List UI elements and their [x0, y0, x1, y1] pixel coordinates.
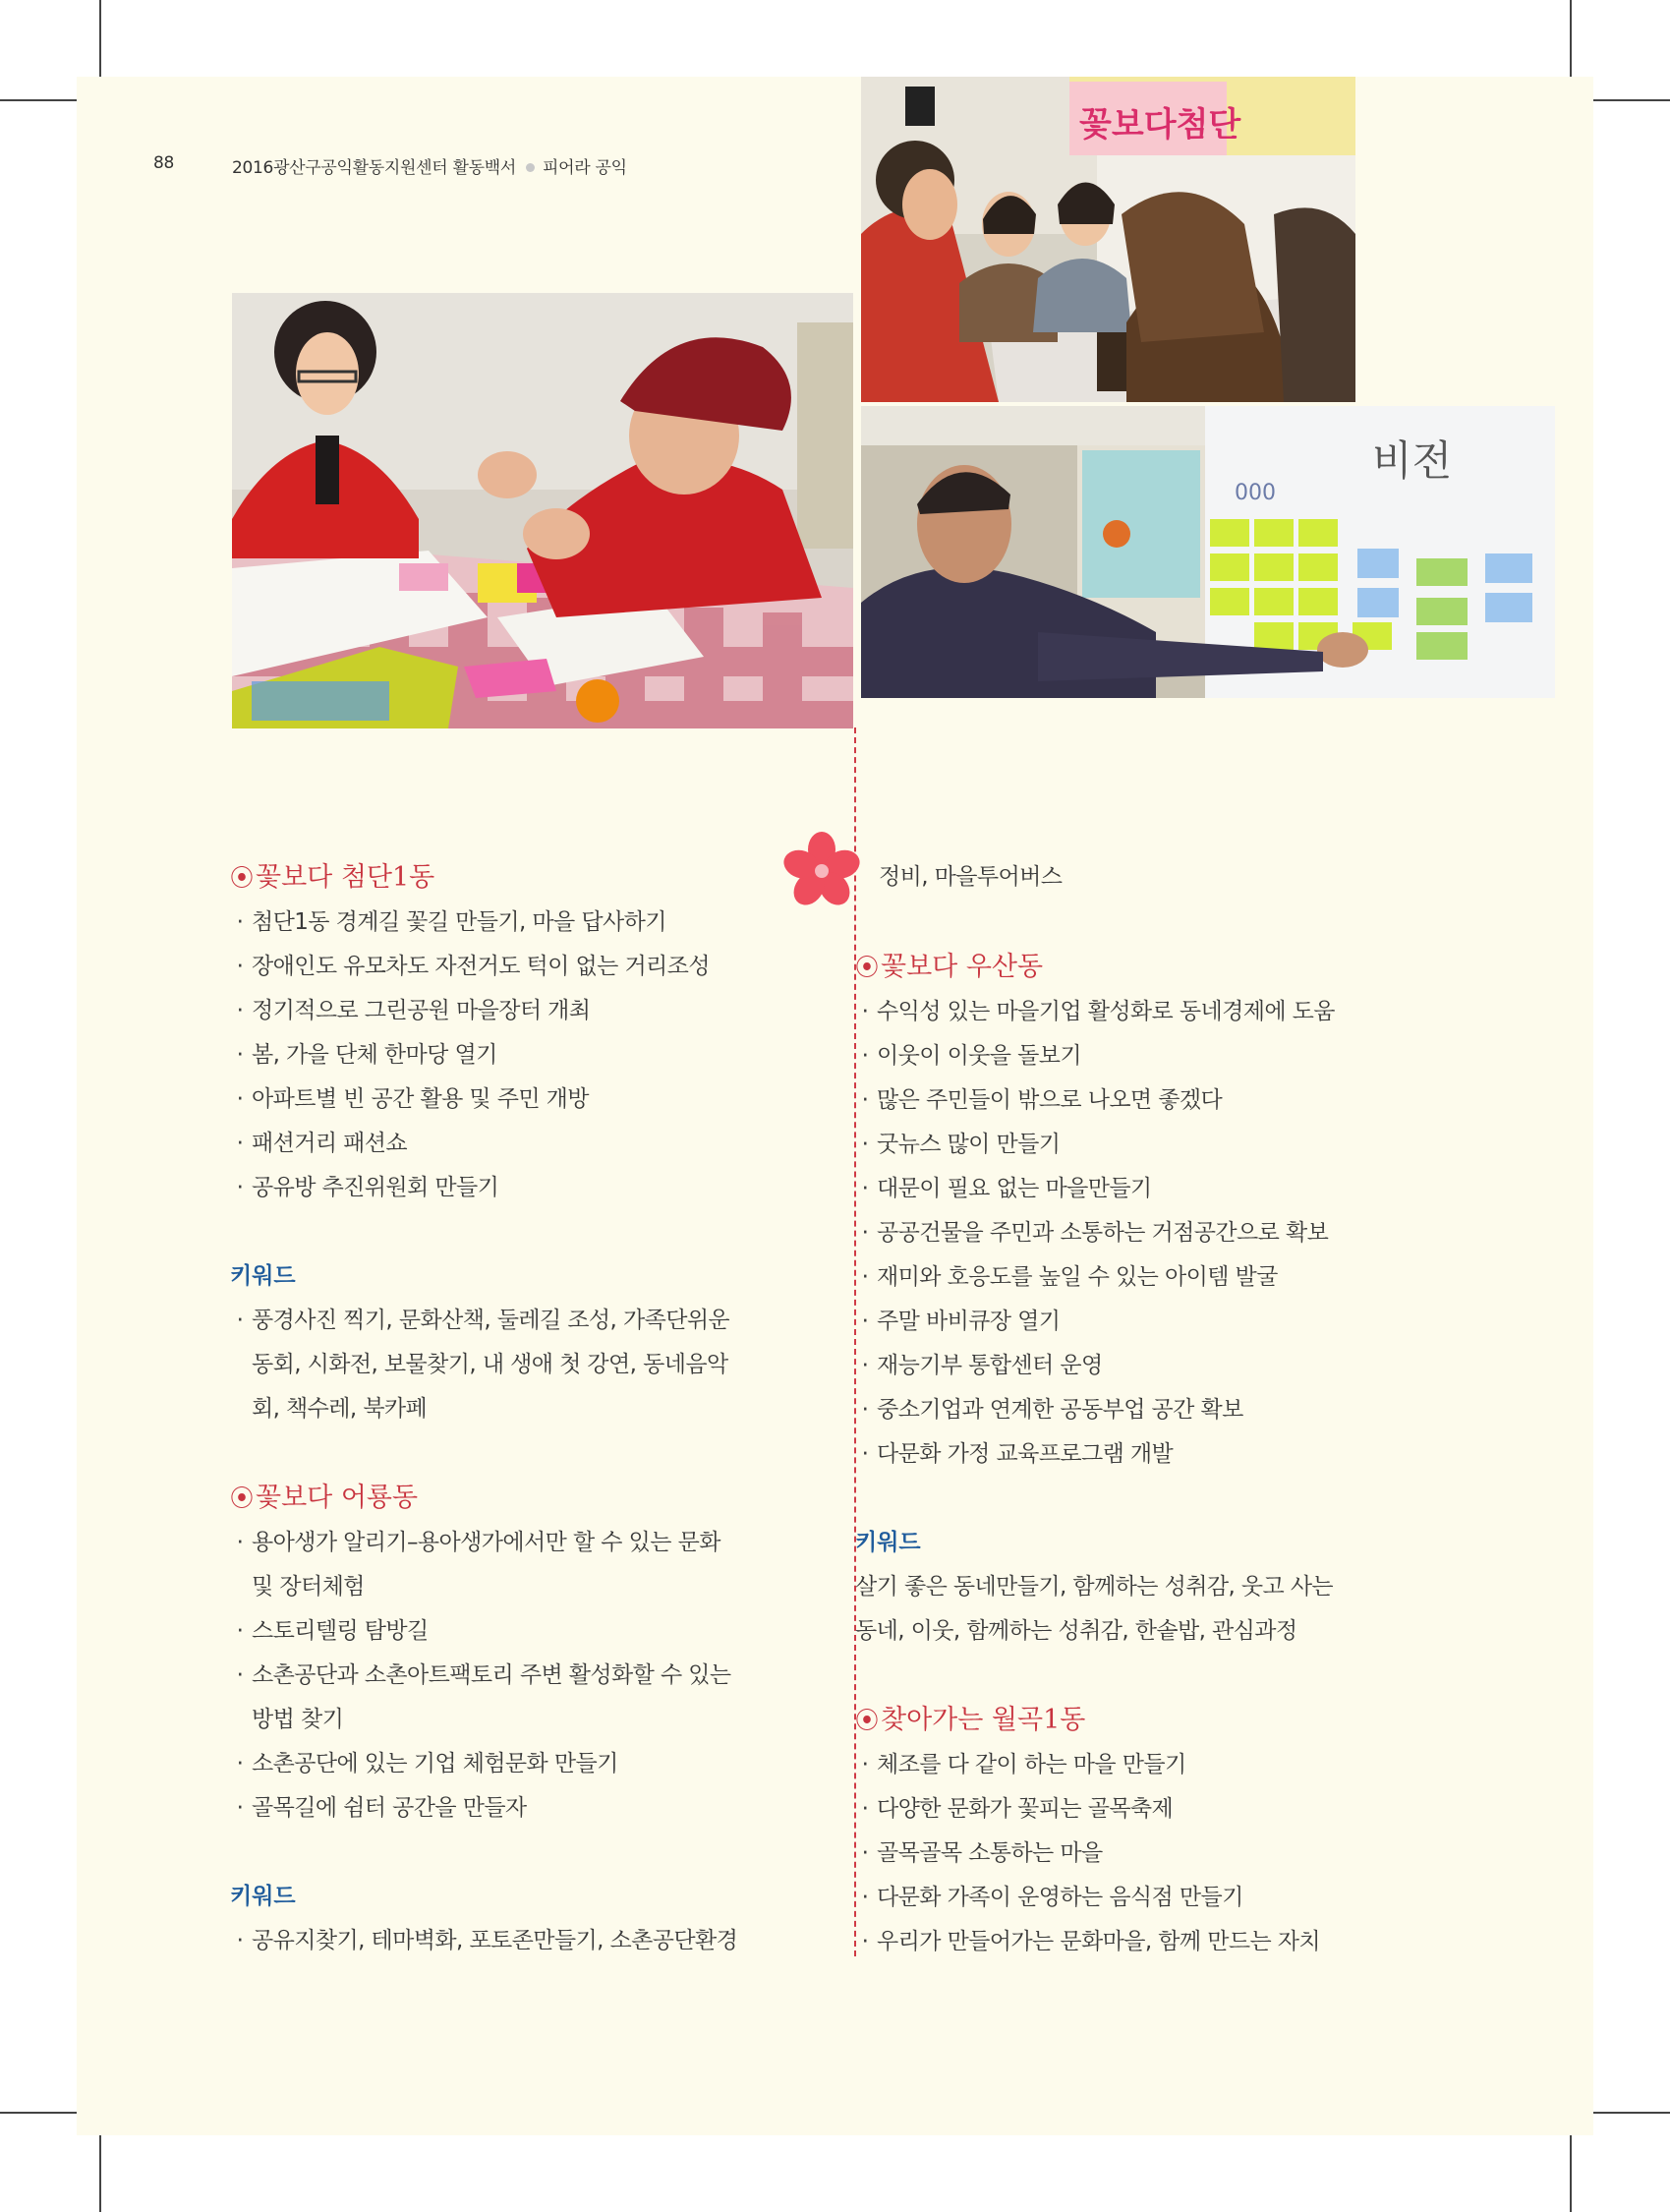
list-item: · 대문이 필요 없는 마을만들기	[861, 1176, 1152, 1201]
target-bullet-icon: ⦿	[230, 864, 254, 892]
svg-text:꽃보다첨단: 꽃보다첨단	[1079, 105, 1241, 145]
list-item: · 골목길에 쉼터 공간을 만들자	[236, 1795, 527, 1821]
list-item: · 골목골목 소통하는 마을	[861, 1840, 1103, 1866]
keyword-list: · 풍경사진 찍기, 문화산책, 둘레길 조성, 가족단위운	[236, 1308, 730, 1333]
list-item: · 패션거리 패션쇼	[236, 1131, 408, 1156]
section-title: ⦿꽃보다 첨단1동	[230, 862, 435, 893]
keyword-heading: 키워드	[855, 1530, 921, 1555]
list-item: · 주말 바비큐장 열기	[861, 1309, 1061, 1334]
list-item: · 아파트별 빈 공간 활용 및 주민 개방	[236, 1086, 589, 1112]
section-title: ⦿찾아가는 월곡1동	[855, 1705, 1086, 1735]
crop-mark	[1593, 2112, 1670, 2114]
crop-mark	[1570, 0, 1572, 77]
list-item: · 이웃이 이웃을 돌보기	[861, 1043, 1081, 1069]
list-item: · 장애인도 유모차도 자전거도 턱이 없는 거리조성	[236, 954, 710, 979]
keyword-list-continued: 동회, 시화전, 보물찾기, 내 생애 첫 강연, 동네음악	[252, 1352, 728, 1377]
keyword-list-continued: 정비, 마을투어버스	[879, 864, 1063, 890]
list-item: · 수익성 있는 마을기업 활성화로 동네경제에 도움	[861, 999, 1335, 1024]
list-item: · 용아생가 알리기–용아생가에서만 할 수 있는 문화	[236, 1530, 720, 1555]
crop-mark	[1570, 2135, 1572, 2212]
list-item: · 다양한 문화가 꽃피는 골목축제	[861, 1796, 1174, 1822]
list-item: · 정기적으로 그린공원 마을장터 개최	[236, 998, 591, 1023]
list-item: · 우리가 만들어가는 문화마을, 함께 만드는 자치	[861, 1929, 1321, 1954]
svg-text:000: 000	[1235, 481, 1276, 505]
photo-group-banner	[861, 77, 1355, 402]
keyword-list: 살기 좋은 동네만들기, 함께하는 성취감, 웃고 사는	[855, 1574, 1334, 1600]
running-title	[232, 153, 627, 178]
target-bullet-icon: ⦿	[855, 1707, 879, 1734]
list-item: · 소촌공단에 있는 기업 체험문화 만들기	[236, 1751, 618, 1776]
list-item: · 스토리텔링 탐방길	[236, 1618, 429, 1644]
target-bullet-icon: ⦿	[855, 954, 879, 981]
crop-mark	[99, 2135, 101, 2212]
keyword-list: · 공유지찾기, 테마벽화, 포토존만들기, 소촌공단환경	[236, 1928, 738, 1953]
separator-dot-icon	[526, 163, 535, 172]
keyword-list: 동네, 이웃, 함께하는 성취감, 한솥밥, 관심과정	[855, 1618, 1297, 1644]
list-item: · 다문화 가족이 운영하는 음식점 만들기	[861, 1885, 1243, 1910]
book-title: 2016광산구공익활동지원센터 활동백서	[232, 158, 516, 178]
target-bullet-icon: ⦿	[230, 1484, 254, 1512]
photo-workshop-red-jackets	[232, 293, 853, 728]
list-item: · 중소기업과 연계한 공동부업 공간 확보	[861, 1397, 1243, 1423]
list-item: · 굿뉴스 많이 만들기	[861, 1132, 1061, 1157]
list-item: · 체조를 다 같이 하는 마을 만들기	[861, 1752, 1186, 1777]
right-column	[855, 855, 1445, 1964]
section-title: ⦿꽃보다 어룡동	[230, 1483, 419, 1513]
keyword-list-continued: 회, 책수레, 북카페	[252, 1396, 428, 1422]
list-item: · 공유방 추진위원회 만들기	[236, 1175, 499, 1200]
svg-text:비전: 비전	[1372, 437, 1453, 485]
list-item: · 소촌공단과 소촌아트팩토리 주변 활성화할 수 있는	[236, 1662, 731, 1688]
crop-mark	[99, 0, 101, 77]
list-item: · 많은 주민들이 밖으로 나오면 좋겠다	[861, 1087, 1223, 1113]
crop-mark	[0, 2112, 77, 2114]
list-item: · 재능기부 통합센터 운영	[861, 1353, 1103, 1378]
photo-man-board	[861, 406, 1555, 698]
chapter-title: 피어라 공익	[543, 158, 627, 178]
crop-mark	[1593, 99, 1670, 101]
crop-mark	[0, 99, 77, 101]
keyword-heading: 키워드	[230, 1884, 296, 1909]
list-item: · 첨단1동 경계길 꽃길 만들기, 마을 답사하기	[236, 909, 666, 935]
section-title: ⦿꽃보다 우산동	[855, 952, 1044, 982]
page-number: 88	[153, 153, 175, 173]
list-item-continued: 방법 찾기	[252, 1707, 344, 1732]
list-item: · 공공건물을 주민과 소통하는 거점공간으로 확보	[861, 1220, 1329, 1246]
list-item-continued: 및 장터체험	[252, 1574, 365, 1600]
left-column	[230, 855, 820, 1963]
list-item: · 재미와 호응도를 높일 수 있는 아이템 발굴	[861, 1264, 1278, 1290]
list-item: · 봄, 가을 단체 한마당 열기	[236, 1042, 497, 1068]
list-item: · 다문화 가정 교육프로그램 개발	[861, 1441, 1174, 1467]
keyword-heading: 키워드	[230, 1263, 296, 1289]
